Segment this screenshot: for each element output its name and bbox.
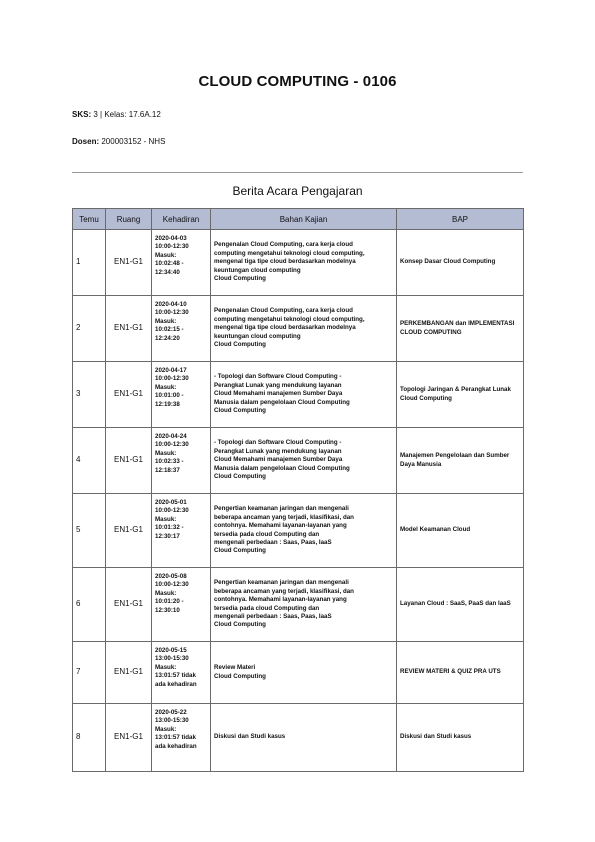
- kehadiran-line: 10:00-12:30: [155, 581, 189, 589]
- cell-temu: 4: [73, 428, 106, 494]
- bahan-line: computing mengetahui teknologi cloud computing,: [214, 315, 365, 323]
- kehadiran-line: 2020-05-22: [155, 709, 187, 716]
- cell-kehadiran: [152, 568, 211, 642]
- bahan-line: keuntungan cloud computing: [214, 266, 301, 274]
- cell-bap: REVIEW MATERI & QUIZ PRA UTS: [397, 642, 524, 704]
- bahan-line: Pengertian keamanan jaringan dan mengenali: [214, 579, 349, 587]
- dosen-label: Dosen:: [72, 137, 100, 146]
- kehadiran-line: 10:02:33 -: [155, 458, 184, 466]
- cell-kehadiran: [152, 230, 211, 296]
- kehadiran-line: 10:00-12:30: [155, 441, 189, 449]
- bahan-line: - Topologi dan Software Cloud Computing -: [214, 439, 342, 447]
- cell-ruang: EN1-G1: [106, 230, 152, 296]
- kehadiran-line: ada kehadiran: [155, 742, 197, 750]
- kehadiran-line: 10:02:48 -: [155, 260, 184, 268]
- kehadiran-line: 13:01:57 tidak: [155, 734, 196, 742]
- cell-bahan-kajian: [211, 704, 397, 772]
- kehadiran-line: 12:18:37: [155, 466, 180, 474]
- bahan-line: Cloud Computing: [214, 275, 266, 283]
- bahan-line: Pengertian keamanan jaringan dan mengenali: [214, 505, 349, 513]
- section-title: Berita Acara Pengajaran: [232, 184, 363, 198]
- bahan-line: mengenali perbedaan : Saas, Paas, IaaS: [214, 612, 332, 620]
- cell-kehadiran: [152, 296, 211, 362]
- cell-temu: 7: [73, 642, 106, 704]
- bahan-line: Manusia dalam pengelolaan Cloud Computing: [214, 398, 350, 406]
- kehadiran-line: Masuk:: [155, 589, 177, 597]
- kehadiran-line: 12:30:10: [155, 606, 180, 614]
- bahan-line: beberapa ancaman yang terjadi, klasifikasi, dan: [214, 513, 354, 521]
- header-ruang: Ruang: [106, 209, 152, 230]
- bahan-line: Cloud Computing: [214, 473, 266, 481]
- kehadiran-line: 2020-05-08: [155, 573, 187, 580]
- bahan-line: contohnya. Memahami layanan-layanan yang: [214, 522, 347, 530]
- bahan-line: Pengenalan Cloud Computing, cara kerja cloud: [214, 241, 353, 249]
- header-bahan-kajian: Bahan Kajian: [211, 209, 397, 230]
- cell-bahan-kajian: [211, 428, 397, 494]
- table-row: [73, 362, 524, 428]
- kehadiran-line: 10:01:00 -: [155, 392, 184, 400]
- bahan-line: Cloud Computing: [214, 341, 266, 349]
- kehadiran-line: 2020-04-03: [155, 235, 187, 242]
- kehadiran-line: 2020-05-15: [155, 647, 187, 654]
- table-row: [73, 642, 524, 704]
- bahan-line: Diskusi dan Studi kasus: [214, 733, 286, 741]
- cell-ruang: EN1-G1: [106, 428, 152, 494]
- kehadiran-line: 12:34:40: [155, 268, 180, 276]
- kehadiran-line: Masuk:: [155, 725, 177, 733]
- bahan-line: Perangkat Lunak yang mendukung layanan: [214, 447, 342, 455]
- table-row: [73, 230, 524, 296]
- bahan-line: mengenal tiga tipe cloud berdasarkan modelnya: [214, 258, 356, 266]
- kehadiran-line: 2020-04-17: [155, 367, 187, 374]
- sks-kelas-info: [72, 110, 161, 119]
- cell-bap: Layanan Cloud : SaaS, PaaS dan IaaS: [397, 568, 524, 642]
- cell-temu: 8: [73, 704, 106, 772]
- cell-ruang: EN1-G1: [106, 568, 152, 642]
- kehadiran-line: Masuk:: [155, 663, 177, 671]
- kehadiran-line: Masuk:: [155, 251, 177, 259]
- divider: [72, 172, 523, 173]
- table-body: [73, 230, 524, 772]
- cell-bahan-kajian: [211, 362, 397, 428]
- bahan-line: Review Materi: [214, 664, 256, 672]
- kehadiran-line: 2020-04-24: [155, 433, 187, 440]
- header-temu: Temu: [73, 209, 106, 230]
- cell-bap: Diskusi dan Studi kasus: [397, 704, 524, 772]
- cell-ruang: EN1-G1: [106, 494, 152, 568]
- bahan-line: Cloud Memahami manajemen Sumber Daya: [214, 390, 343, 398]
- bahan-line: Cloud Computing: [214, 407, 266, 415]
- table-row: [73, 296, 524, 362]
- teaching-record-table: [72, 208, 524, 772]
- bahan-line: Cloud Computing: [214, 621, 266, 629]
- cell-bap: Konsep Dasar Cloud Computing: [397, 230, 524, 296]
- sks-label: SKS:: [72, 110, 92, 119]
- table-header-row: [73, 209, 524, 230]
- kehadiran-line: 10:00-12:30: [155, 375, 189, 383]
- table-row: [73, 568, 524, 642]
- header-kehadiran: Kehadiran: [152, 209, 211, 230]
- document-title: CLOUD COMPUTING - 0106: [198, 73, 397, 90]
- bahan-line: computing mengetahui teknologi cloud computing,: [214, 249, 365, 257]
- bahan-line: Pengenalan Cloud Computing, cara kerja cloud: [214, 307, 353, 315]
- cell-kehadiran: [152, 428, 211, 494]
- bahan-line: Cloud Computing: [214, 672, 266, 680]
- cell-bap: PERKEMBANGAN dan IMPLEMENTASI CLOUD COMPUTING: [397, 296, 524, 362]
- cell-kehadiran: [152, 494, 211, 568]
- kehadiran-line: Masuk:: [155, 515, 177, 523]
- cell-kehadiran: [152, 642, 211, 704]
- kehadiran-line: Masuk:: [155, 383, 177, 391]
- bahan-line: tersedia pada cloud Computing dan: [214, 530, 320, 538]
- header-bap: BAP: [397, 209, 524, 230]
- bahan-line: contohnya. Memahami layanan-layanan yang: [214, 596, 347, 604]
- kehadiran-line: 10:01:20 -: [155, 598, 184, 606]
- cell-temu: 5: [73, 494, 106, 568]
- cell-bahan-kajian: [211, 296, 397, 362]
- bahan-line: Manusia dalam pengelolaan Cloud Computing: [214, 464, 350, 472]
- bahan-line: keuntungan cloud computing: [214, 332, 301, 340]
- bahan-line: Cloud Computing: [214, 547, 266, 555]
- cell-bap: Model Keamanan Cloud: [397, 494, 524, 568]
- cell-kehadiran: [152, 362, 211, 428]
- bahan-line: Cloud Memahami manajemen Sumber Daya: [214, 456, 343, 464]
- kehadiran-line: 10:00-12:30: [155, 243, 189, 251]
- bahan-line: - Topologi dan Software Cloud Computing -: [214, 373, 342, 381]
- cell-bap: Topologi Jaringan & Perangkat Lunak Cloud Computing: [397, 362, 524, 428]
- kehadiran-line: 13:00-15:30: [155, 717, 189, 725]
- kehadiran-line: 2020-04-10: [155, 301, 187, 308]
- kehadiran-line: 13:00-15:30: [155, 655, 189, 663]
- kehadiran-line: 13:01:57 tidak: [155, 672, 196, 680]
- kehadiran-line: 12:30:17: [155, 532, 180, 540]
- kehadiran-line: 12:24:20: [155, 334, 180, 342]
- cell-temu: 6: [73, 568, 106, 642]
- kehadiran-line: 10:00-12:30: [155, 507, 189, 515]
- cell-bahan-kajian: [211, 568, 397, 642]
- cell-ruang: EN1-G1: [106, 362, 152, 428]
- kehadiran-line: 10:02:15 -: [155, 326, 184, 334]
- dosen-value: 200003152 - NHS: [101, 137, 166, 146]
- bahan-line: mengenal tiga tipe cloud berdasarkan modelnya: [214, 324, 356, 332]
- table-row: [73, 704, 524, 772]
- kehadiran-line: Masuk:: [155, 449, 177, 457]
- sks-value: 3 | Kelas: 17.6A.12: [93, 110, 161, 119]
- bahan-line: Perangkat Lunak yang mendukung layanan: [214, 381, 342, 389]
- table-row: [73, 428, 524, 494]
- cell-bahan-kajian: [211, 494, 397, 568]
- kehadiran-line: 12:19:38: [155, 400, 180, 408]
- cell-bahan-kajian: [211, 230, 397, 296]
- cell-ruang: EN1-G1: [106, 704, 152, 772]
- kehadiran-line: 10:01:32 -: [155, 524, 184, 532]
- cell-ruang: EN1-G1: [106, 642, 152, 704]
- kehadiran-line: ada kehadiran: [155, 680, 197, 688]
- bahan-line: mengenali perbedaan : Saas, Paas, IaaS: [214, 538, 332, 546]
- cell-temu: 1: [73, 230, 106, 296]
- kehadiran-line: 2020-05-01: [155, 499, 187, 506]
- cell-ruang: EN1-G1: [106, 296, 152, 362]
- kehadiran-line: 10:00-12:30: [155, 309, 189, 317]
- kehadiran-line: Masuk:: [155, 317, 177, 325]
- cell-bap: Manajemen Pengelolaan dan Sumber Daya Manusia: [397, 428, 524, 494]
- table-row: [73, 494, 524, 568]
- bahan-line: beberapa ancaman yang terjadi, klasifikasi, dan: [214, 587, 354, 595]
- bahan-line: tersedia pada cloud Computing dan: [214, 604, 320, 612]
- cell-bahan-kajian: [211, 642, 397, 704]
- dosen-info: [72, 137, 165, 146]
- cell-temu: 3: [73, 362, 106, 428]
- cell-temu: 2: [73, 296, 106, 362]
- cell-kehadiran: [152, 704, 211, 772]
